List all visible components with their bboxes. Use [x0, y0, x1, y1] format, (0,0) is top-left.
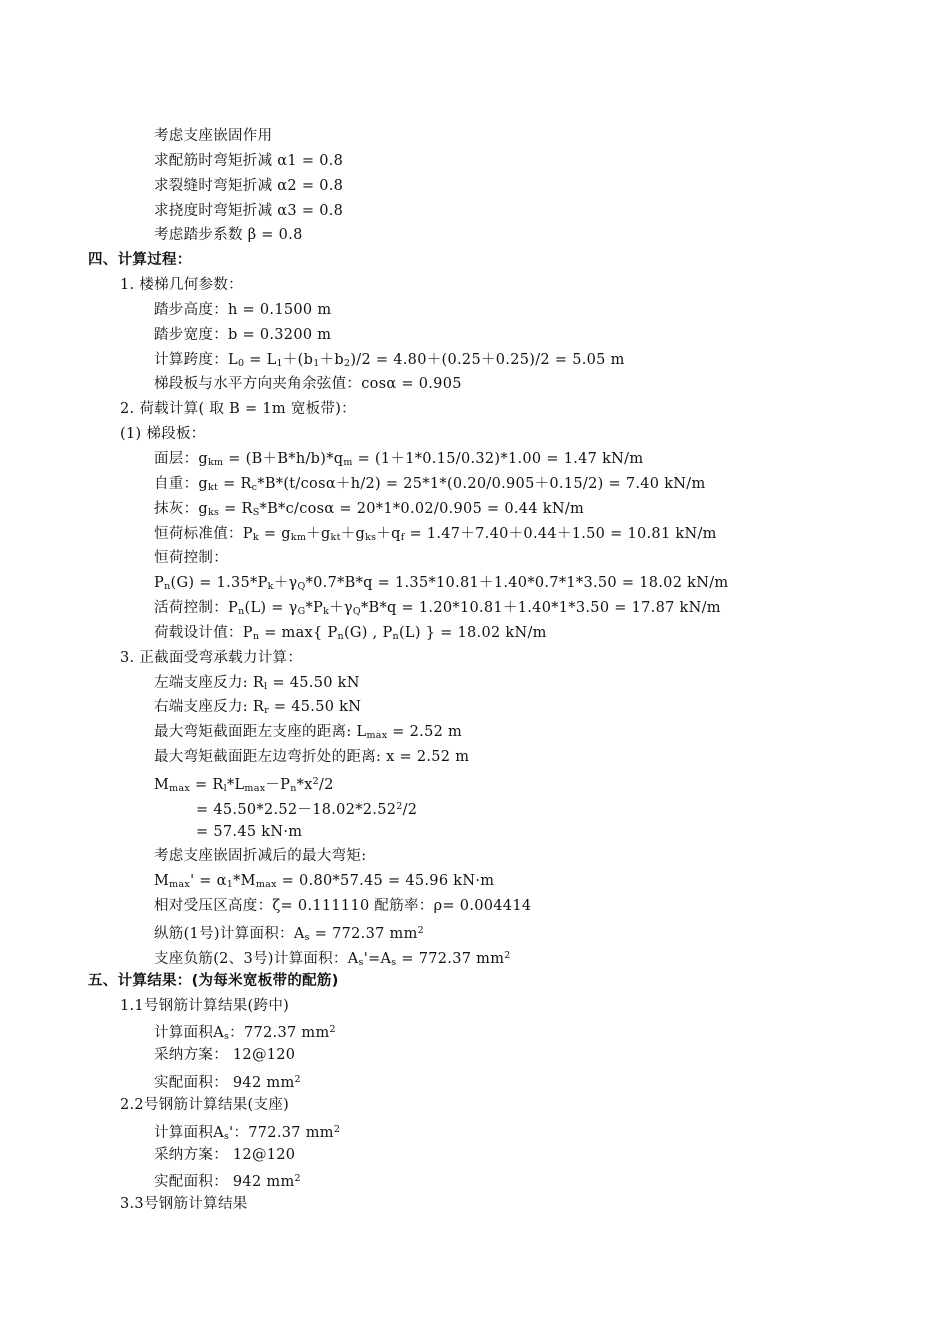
doc-line [0, 720, 950, 745]
line-text: ＋(b [282, 351, 314, 368]
subscript: G [297, 606, 306, 618]
line-text: 2.2号钢筋计算结果(支座) [120, 1096, 290, 1113]
line-text: = 57.45 kN·m [196, 823, 303, 840]
line-text: 抹灰：g [154, 500, 208, 517]
line-text: 面层：g [154, 450, 208, 467]
line-text: *M [233, 873, 256, 890]
line-text: = 0.80*57.45 = 45.96 kN·m [276, 873, 495, 890]
line-text: *x [296, 776, 313, 793]
doc-line [0, 397, 950, 422]
doc-line [0, 1068, 950, 1093]
superscript: 2 [312, 775, 320, 787]
line-text: = (B＋B*h/b)*q [223, 450, 344, 467]
line-text: 自重：g [154, 475, 208, 492]
line-text: 恒荷控制： [154, 550, 228, 567]
line-text: 相对受压区高度：ζ= 0.111110 配筋率：ρ= 0.004414 [154, 898, 532, 915]
subscript: S [252, 506, 260, 518]
doc-line [0, 1192, 950, 1217]
doc-line [0, 1167, 950, 1192]
superscript: 2 [417, 925, 424, 936]
line-text: 求挠度时弯矩折减 α3 = 0.8 [154, 202, 344, 219]
line-text: 踏步宽度：b = 0.3200 m [154, 326, 332, 343]
line-text: '：772.37 mm [229, 1124, 334, 1141]
line-text: (G) = 1.35*P [170, 575, 268, 592]
doc-line [0, 1118, 950, 1143]
subscript: n [290, 782, 297, 794]
line-text: '=A [363, 950, 392, 967]
doc-line [0, 820, 950, 845]
subscript: s [223, 1130, 230, 1142]
subscript: r [264, 705, 269, 717]
doc-line [0, 1018, 950, 1043]
subscript: c [251, 481, 258, 493]
line-text: ＋b [319, 351, 344, 368]
line-text: 四、计算过程： [88, 252, 192, 269]
superscript: 2 [294, 1074, 301, 1086]
subscript: Q [352, 606, 361, 618]
line-text: /2 [319, 776, 334, 793]
line-text: 求配筋时弯矩折减 α1 = 0.8 [154, 152, 344, 169]
subscript: s [358, 956, 364, 968]
subscript: l [264, 680, 268, 692]
subscript: k [252, 531, 259, 543]
subscript: f [400, 531, 405, 543]
doc-line [0, 571, 950, 596]
doc-line [0, 621, 950, 646]
subscript: 0 [237, 357, 245, 369]
superscript: 2 [333, 1123, 341, 1135]
line-text: 实配面积： 942 mm [154, 1174, 295, 1191]
line-text: *P [305, 600, 324, 617]
doc-line [0, 695, 950, 720]
line-text: = g [258, 525, 291, 542]
line-text: ' = α [190, 873, 227, 890]
line-text: 考虑支座嵌固折减后的最大弯矩: [154, 848, 367, 865]
line-text: = 2.52 m [387, 724, 463, 741]
doc-line [0, 994, 950, 1019]
doc-line [0, 447, 950, 472]
subscript: n [238, 606, 245, 618]
line-text: = max{ P [259, 624, 338, 641]
doc-line [0, 149, 950, 174]
subscript: 1 [313, 357, 320, 369]
line-text: 最大弯矩截面距左边弯折处的距离: x = 2.52 m [154, 749, 470, 766]
calculation-document [0, 124, 950, 1217]
subscript: max [169, 879, 191, 891]
doc-line [0, 1143, 950, 1168]
doc-line [0, 522, 950, 547]
line-text: 梯段板与水平方向夹角余弦值：cosα = 0.905 [154, 376, 462, 393]
doc-line [0, 298, 950, 323]
doc-line [0, 1093, 950, 1118]
line-text: 恒荷标准值：P [154, 525, 253, 542]
line-text: 纵筋(1号)计算面积：A [154, 926, 305, 942]
line-text: *B*c/cosα = 20*1*0.02/0.905 = 0.44 kN/m [259, 500, 585, 517]
line-text: ＋γ [273, 575, 298, 592]
subscript: kt [207, 481, 219, 493]
doc-line [0, 596, 950, 621]
line-text: 采纳方案： 12@120 [154, 1047, 296, 1064]
line-text: = 772.37 mm [396, 950, 505, 967]
line-text: *L [226, 776, 245, 793]
line-text: ＋g [340, 525, 366, 542]
line-text: 3.3号钢筋计算结果 [120, 1196, 248, 1213]
superscript: 2 [504, 949, 511, 961]
line-text: 采纳方案： 12@120 [154, 1146, 296, 1163]
doc-line [0, 223, 950, 248]
line-text: (G) , P [343, 624, 393, 641]
doc-line [0, 199, 950, 224]
line-text: ＋g [306, 525, 331, 542]
doc-line [0, 124, 950, 149]
subscript: s [391, 956, 397, 968]
doc-line [0, 869, 950, 894]
subscript: 2 [343, 357, 351, 369]
doc-line [0, 770, 950, 795]
subscript: s [304, 932, 310, 943]
line-text: 考虑支座嵌固作用 [154, 128, 273, 144]
subscript: max [244, 782, 266, 794]
doc-line [0, 472, 950, 497]
subscript: n [252, 630, 260, 642]
subscript: max [255, 879, 277, 891]
line-text: = R [218, 475, 252, 492]
subscript: n [164, 581, 171, 593]
line-text: 1. 楼梯几何参数： [120, 277, 243, 294]
subscript: n [337, 630, 344, 642]
doc-line [0, 1043, 950, 1068]
section-heading [0, 248, 950, 273]
line-text: /2 [402, 801, 418, 818]
line-text: (1) 梯段板： [120, 426, 206, 443]
line-text: *B*(t/cosα＋h/2) = 25*1*(0.20/0.905＋0.15/2) = 7.40 kN/m [257, 475, 706, 492]
doc-line [0, 795, 950, 820]
line-text: (L) = γ [244, 600, 298, 617]
doc-line [0, 348, 950, 373]
line-text: 求裂缝时弯矩折减 α2 = 0.8 [154, 177, 344, 194]
doc-line [0, 745, 950, 770]
subscript: s [223, 1031, 230, 1043]
subscript: ks [207, 506, 220, 518]
superscript: 2 [294, 1173, 301, 1185]
line-text: 最大弯矩截面距左支座的距离: L [154, 724, 367, 741]
doc-line [0, 422, 950, 447]
doc-line [0, 671, 950, 696]
line-text: －P [265, 776, 291, 793]
doc-line [0, 844, 950, 869]
line-text: 活荷控制：P [154, 600, 239, 617]
subscript: 1 [276, 357, 283, 369]
line-text: *B*q = 1.20*10.81＋1.40*1*3.50 = 17.87 kN/m [361, 600, 721, 617]
doc-line [0, 497, 950, 522]
line-text: )/2 = 4.80＋(0.25＋0.25)/2 = 5.05 m [350, 351, 625, 368]
line-text: 右端支座反力: R [154, 699, 265, 716]
line-text: = 772.37 mm [309, 926, 418, 942]
doc-line [0, 323, 950, 348]
line-text: = 1.47＋7.40＋0.44＋1.50 = 10.81 kN/m [404, 525, 717, 542]
doc-line [0, 546, 950, 571]
line-text: 考虑踏步系数 β = 0.8 [154, 227, 303, 244]
subscript: l [223, 782, 227, 794]
subscript: k [267, 581, 274, 593]
line-text: 2. 荷载计算( 取 B = 1m 宽板带)： [120, 401, 356, 418]
subscript: 1 [226, 879, 234, 891]
line-text: 踏步高度：h = 0.1500 m [154, 301, 332, 318]
line-text: = 45.50*2.52－18.02*2.52 [196, 801, 397, 818]
line-text: 1.1号钢筋计算结果(跨中) [120, 997, 290, 1014]
subscript: n [392, 630, 399, 642]
subscript: Q [297, 581, 306, 593]
line-text: 支座负筋(2、3号)计算面积：A [154, 950, 359, 967]
doc-line [0, 894, 950, 919]
line-text: M [154, 776, 170, 793]
subscript: km [290, 531, 307, 543]
line-text: M [154, 873, 170, 890]
line-text: = 45.50 kN [268, 699, 362, 716]
subscript: m [343, 456, 353, 468]
line-text: P [154, 575, 165, 592]
doc-line [0, 646, 950, 671]
doc-line [0, 273, 950, 298]
superscript: 2 [396, 800, 403, 812]
line-text: ：772.37 mm [229, 1025, 330, 1042]
line-text: 计算面积A [154, 1124, 224, 1141]
subscript: max [366, 730, 388, 742]
line-text: = 45.50 kN [267, 674, 360, 691]
line-text: 左端支座反力: R [154, 674, 265, 691]
doc-line [0, 372, 950, 397]
subscript: kt [330, 531, 341, 543]
section-heading [0, 969, 950, 994]
line-text: = L [244, 351, 277, 368]
line-text: 计算面积A [154, 1025, 224, 1042]
doc-line [0, 919, 950, 944]
doc-line [0, 944, 950, 969]
subscript: km [207, 456, 224, 468]
subscript: ks [365, 531, 377, 543]
line-text: ＋γ [329, 600, 353, 617]
line-text: 3. 正截面受弯承载力计算： [120, 649, 303, 666]
subscript: max [169, 782, 191, 794]
line-text: 计算跨度：L [154, 351, 238, 368]
line-text: *0.7*B*q = 1.35*10.81＋1.40*0.7*1*3.50 = 18.02 kN/m [305, 575, 729, 592]
line-text: (L) } = 18.02 kN/m [398, 624, 547, 641]
subscript: k [323, 606, 330, 618]
line-text: = (1＋1*0.15/0.32)*1.00 = 1.47 kN/m [352, 450, 644, 467]
superscript: 2 [329, 1024, 336, 1036]
line-text: 五、计算结果：(为每米宽板带的配筋) [88, 972, 339, 989]
line-text: 实配面积： 942 mm [154, 1075, 295, 1092]
line-text: = R [219, 500, 253, 517]
line-text: ＋q [376, 525, 401, 542]
doc-line [0, 174, 950, 199]
line-text: = R [190, 776, 224, 793]
line-text: 荷载设计值：P [154, 624, 253, 641]
